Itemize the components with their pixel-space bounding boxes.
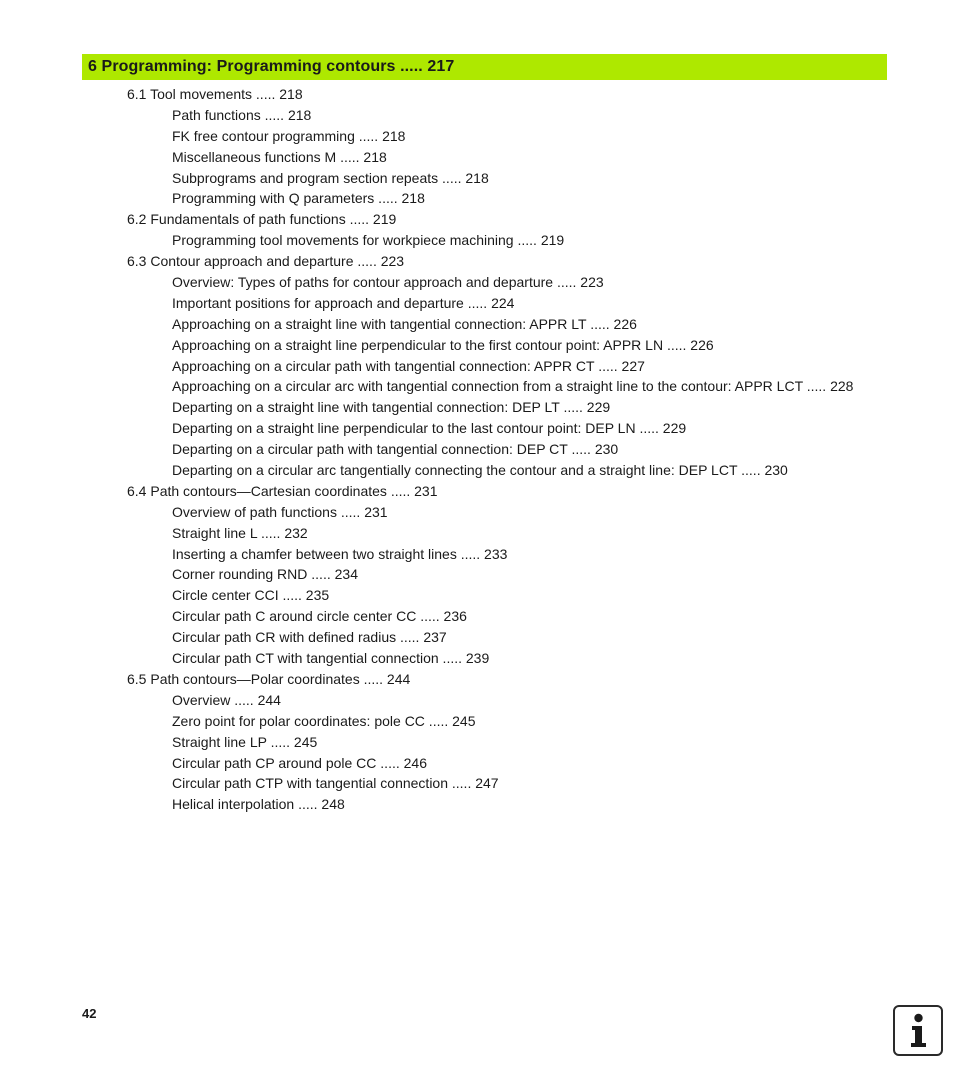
toc-subsection-entry[interactable]: Circular path CTP with tangential connection ..... 247 <box>172 775 499 792</box>
toc-subsection-entry[interactable]: Important positions for approach and departure ..... 224 <box>172 294 515 311</box>
toc-subsection-entry[interactable]: Departing on a straight line with tangential connection: DEP LT ..... 229 <box>172 399 611 416</box>
toc-subsection-entry[interactable]: Circle center CCI ..... 235 <box>172 587 330 604</box>
toc-subsection-entry[interactable]: Departing on a circular arc tangentially connecting the contour and a straight line: DEP LCT ..... 230 <box>172 462 788 479</box>
info-button[interactable] <box>893 1005 943 1056</box>
toc-subsection-entry[interactable]: Approaching on a straight line with tangential connection: APPR LT ..... 226 <box>172 315 637 332</box>
toc-subsection-entry[interactable]: Circular path CT with tangential connection ..... 239 <box>172 650 490 667</box>
toc-section-entry[interactable]: 6.5 Path contours—Polar coordinates ..... 244 <box>127 670 411 687</box>
toc-subsection-entry[interactable]: Straight line L ..... 232 <box>172 524 308 541</box>
toc-subsection-entry[interactable]: Circular path CP around pole CC ..... 246 <box>172 754 427 771</box>
toc-subsection-entry[interactable]: Inserting a chamfer between two straight lines ..... 233 <box>172 545 508 562</box>
toc-section-entry[interactable]: 6.1 Tool movements ..... 218 <box>127 86 303 102</box>
chapter-title: 6 Programming: Programming contours ..... 217 <box>88 58 455 75</box>
toc-section-entry[interactable]: 6.4 Path contours—Cartesian coordinates ..... 231 <box>127 482 438 499</box>
toc-subsection-entry[interactable]: Path functions ..... 218 <box>172 106 312 123</box>
toc-subsection-entry[interactable]: Zero point for polar coordinates: pole CC ..... 245 <box>172 712 476 729</box>
page-number: 42 <box>82 1006 97 1021</box>
toc-subsection-entry[interactable]: Departing on a circular path with tangential connection: DEP CT ..... 230 <box>172 441 619 458</box>
toc-subsection-entry[interactable]: Approaching on a circular path with tangential connection: APPR CT ..... 227 <box>172 357 645 374</box>
toc-subsection-entry[interactable]: Circular path CR with defined radius ..... 237 <box>172 629 447 646</box>
toc-subsection-entry[interactable]: Departing on a straight line perpendicular to the last contour point: DEP LN ..... 229 <box>172 420 687 437</box>
toc-subsection-entry[interactable]: Straight line LP ..... 245 <box>172 733 318 750</box>
toc-subsection-entry[interactable]: Overview of path functions ..... 231 <box>172 503 388 520</box>
toc-subsection-entry[interactable]: Circular path C around circle center CC ..... 236 <box>172 608 467 625</box>
chapter-header-bar[interactable] <box>82 54 887 80</box>
toc-subsection-entry[interactable]: Approaching on a circular arc with tangential connection from a straight line to the contour: APPR LCT ..... 228 <box>172 378 854 395</box>
toc-section-entry[interactable]: 6.3 Contour approach and departure ..... 223 <box>127 253 405 270</box>
toc-subsection-entry[interactable]: Subprograms and program section repeats ..... 218 <box>172 169 489 186</box>
toc-subsection-entry[interactable]: Helical interpolation ..... 248 <box>172 796 345 813</box>
table-of-contents <box>0 84 954 815</box>
toc-subsection-entry[interactable]: FK free contour programming ..... 218 <box>172 127 406 144</box>
toc-subsection-entry[interactable]: Overview ..... 244 <box>172 691 281 708</box>
info-icon <box>895 1007 941 1054</box>
toc-section-entry[interactable]: 6.2 Fundamentals of path functions ..... 219 <box>127 211 397 228</box>
toc-subsection-entry[interactable]: Miscellaneous functions M ..... 218 <box>172 148 387 165</box>
toc-subsection-entry[interactable]: Programming with Q parameters ..... 218 <box>172 190 425 207</box>
toc-subsection-entry[interactable]: Programming tool movements for workpiece machining ..... 219 <box>172 232 565 249</box>
toc-subsection-entry[interactable]: Approaching on a straight line perpendicular to the first contour point: APPR LN ..... 226 <box>172 336 714 353</box>
toc-subsection-entry[interactable]: Overview: Types of paths for contour approach and departure ..... 223 <box>172 274 604 291</box>
toc-subsection-entry[interactable]: Corner rounding RND ..... 234 <box>172 566 358 583</box>
